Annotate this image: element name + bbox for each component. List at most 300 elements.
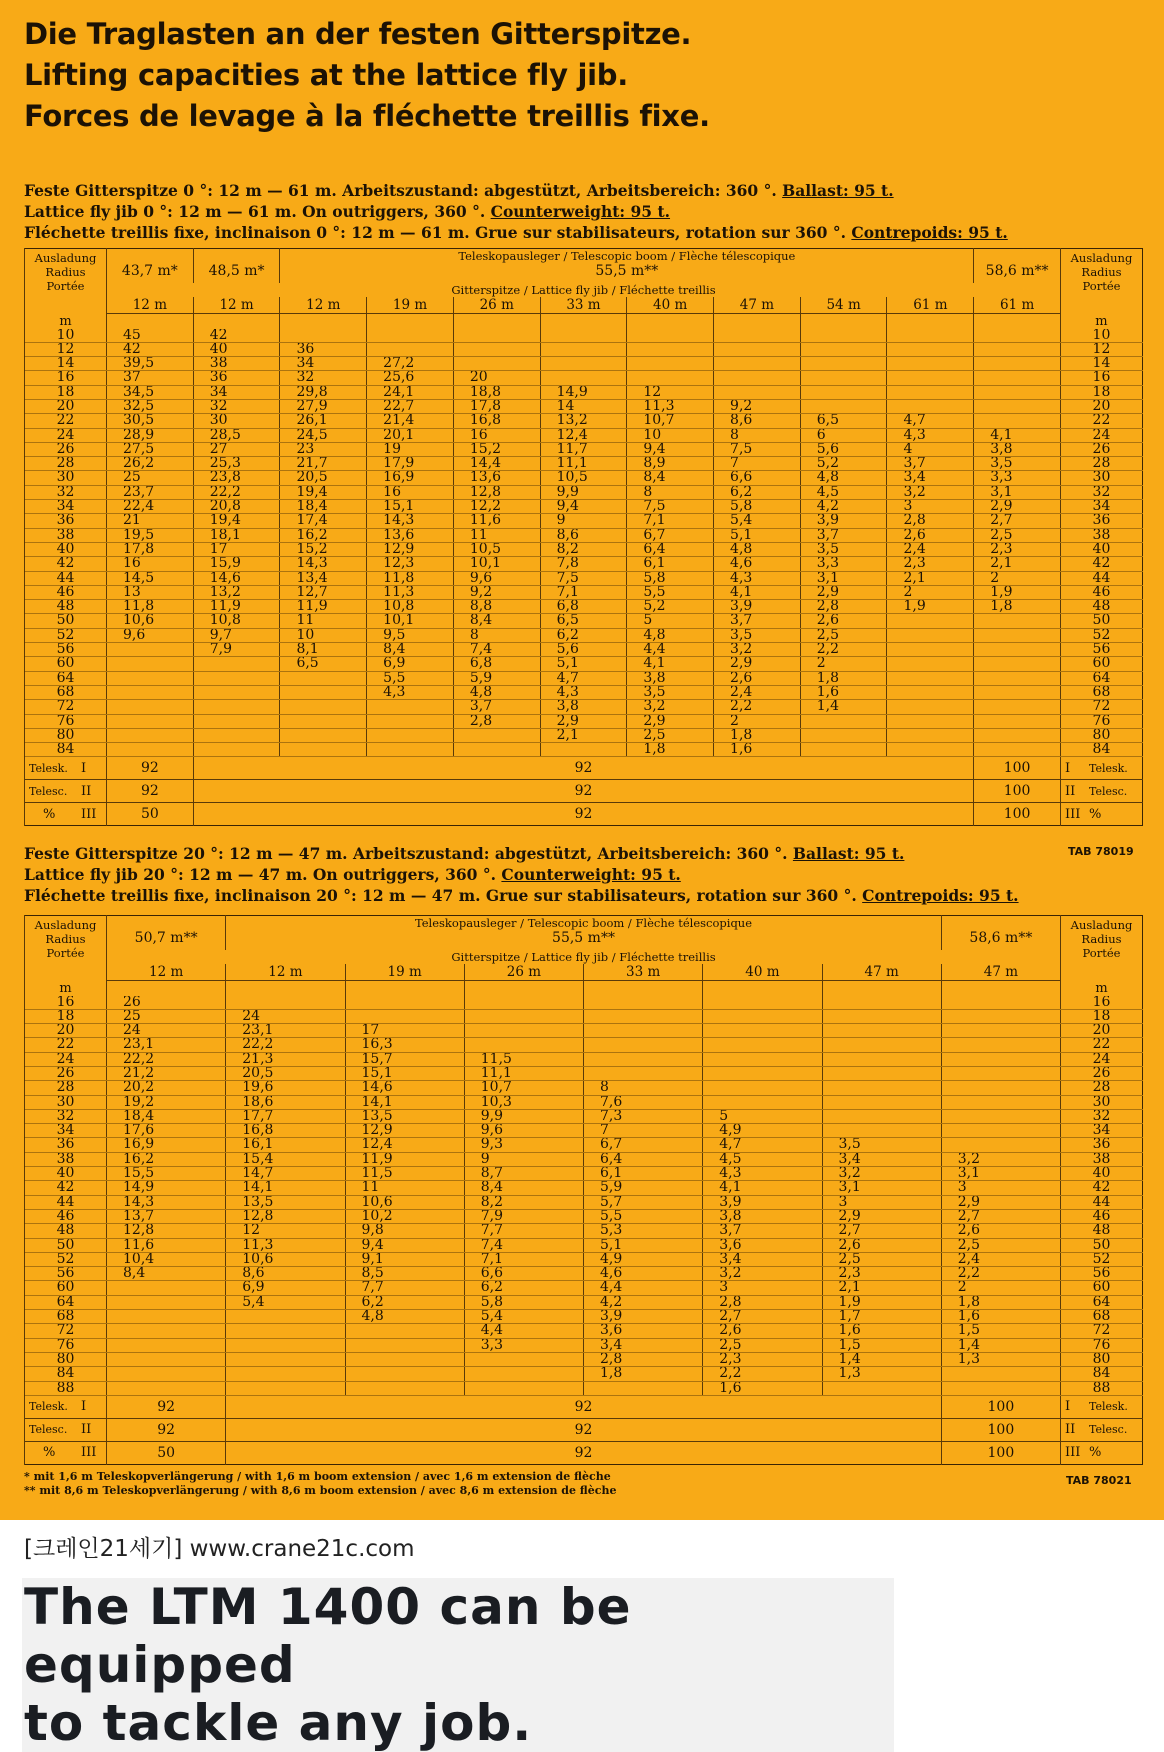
capacity-cell: 4,3	[714, 571, 801, 585]
capacity-cell: 3,1	[822, 1181, 941, 1195]
radius-cell: 14	[25, 357, 107, 371]
capacity-cell	[107, 1338, 226, 1352]
capacity-cell: 5,4	[714, 514, 801, 528]
radius-cell: 24	[25, 1052, 107, 1066]
unit-spacer	[453, 314, 540, 329]
capacity-cell: 19	[367, 442, 454, 456]
capacity-cell	[941, 1095, 1060, 1109]
capacity-cell	[584, 1052, 703, 1066]
boom-length-2	[941, 916, 1060, 951]
capacity-cell: 5,1	[714, 528, 801, 542]
capacity-cell: 9,5	[367, 628, 454, 642]
capacity-cell: 6,9	[226, 1281, 345, 1295]
capacity-cell	[800, 399, 887, 413]
capacity-cell: 27,2	[367, 357, 454, 371]
capacity-cell: 20,2	[107, 1081, 226, 1095]
table-row	[25, 1152, 1143, 1166]
radius-cell: 30	[25, 1095, 107, 1109]
capacity-cell: 5,8	[464, 1295, 583, 1309]
tagline-line-2: to tackle any job.	[24, 1694, 533, 1752]
capacity-cell	[367, 342, 454, 356]
capacity-cell: 14,3	[107, 1195, 226, 1209]
spec-weight: Contrepoids: 95 t.	[862, 886, 1019, 905]
capacity-cell	[627, 329, 714, 343]
capacity-cell	[280, 671, 367, 685]
tele-mode: I	[1064, 760, 1071, 776]
capacity-cell: 5,5	[367, 671, 454, 685]
radius-cell: 12	[1060, 342, 1142, 356]
boom-label: Teleskopausleger / Telescopic boom / Flèche télescopique	[458, 249, 796, 263]
capacity-cell: 4,1	[974, 428, 1061, 442]
capacity-cell	[703, 1081, 822, 1095]
capacity-cell: 29,8	[280, 385, 367, 399]
capacity-cell: 1,8	[941, 1295, 1060, 1309]
capacity-cell	[887, 671, 974, 685]
capacity-cell: 4,8	[627, 628, 714, 642]
capacity-cell: 10,3	[464, 1095, 583, 1109]
radius-label: Portée	[1082, 279, 1121, 293]
capacity-cell	[887, 614, 974, 628]
capacity-cell: 19,4	[280, 485, 367, 499]
table-row	[25, 1224, 1143, 1238]
radius-cell: 80	[25, 1352, 107, 1366]
table-row	[25, 728, 1143, 742]
boom-length-label: 48,5 m*	[208, 263, 265, 279]
capacity-cell: 7,5	[714, 442, 801, 456]
capacity-cell	[280, 714, 367, 728]
radius-cell: 26	[1060, 442, 1142, 456]
capacity-cell	[107, 1281, 226, 1295]
capacity-cell	[941, 1024, 1060, 1038]
spec-text: Lattice fly jib 20 °: 12 m — 47 m. On outriggers, 360 °.	[24, 865, 502, 884]
capacity-cell: 7,5	[540, 571, 627, 585]
radius-cell: 40	[1061, 1167, 1143, 1181]
tele-text: Telesc.	[1088, 784, 1128, 798]
radius-cell: 18	[1060, 385, 1142, 399]
tele-mode: I	[81, 1399, 87, 1415]
tele-text: Telesc.	[1089, 1423, 1128, 1437]
capacity-cell	[887, 329, 974, 343]
capacity-cell: 5,1	[540, 657, 627, 671]
tele-mode: II	[81, 783, 92, 799]
capacity-cell	[974, 657, 1061, 671]
capacity-cell: 14,1	[345, 1095, 464, 1109]
radius-cell: 30	[25, 471, 107, 485]
capacity-cell: 3,3	[464, 1338, 583, 1352]
unit-spacer	[464, 981, 583, 996]
capacity-cell: 21,7	[280, 457, 367, 471]
capacity-cell	[464, 1038, 583, 1052]
capacity-cell: 19,2	[107, 1095, 226, 1109]
radius-label: Ausladung	[1070, 251, 1133, 265]
table-row	[25, 1324, 1143, 1338]
capacity-cell: 17,6	[107, 1124, 226, 1138]
capacity-cell: 6,6	[464, 1267, 583, 1281]
capacity-cell: 8,4	[367, 643, 454, 657]
capacity-cell: 11,5	[345, 1167, 464, 1181]
spacer	[974, 249, 1060, 263]
capacity-cell	[974, 385, 1061, 399]
capacity-cell	[703, 1052, 822, 1066]
capacity-cell: 3,2	[703, 1267, 822, 1281]
capacity-cell	[941, 1367, 1060, 1381]
capacity-cell: 10,4	[107, 1252, 226, 1266]
capacity-cell: 9,6	[464, 1124, 583, 1138]
capacity-cell: 21	[107, 514, 194, 528]
capacity-cell: 12,7	[280, 585, 367, 599]
capacity-cell: 39,5	[107, 357, 194, 371]
tele-value: 100	[941, 1395, 1060, 1418]
capacity-cell: 10,6	[226, 1252, 345, 1266]
table-row	[25, 628, 1143, 642]
capacity-cell: 4,7	[540, 671, 627, 685]
capacity-cell: 10,6	[107, 614, 194, 628]
capacity-cell: 45	[107, 329, 194, 343]
capacity-cell: 11	[280, 614, 367, 628]
capacity-cell	[107, 1381, 226, 1395]
capacity-cell: 11,8	[107, 600, 194, 614]
capacity-cell: 2	[887, 585, 974, 599]
unit-label: m	[25, 314, 107, 329]
radius-cell: 72	[1061, 1324, 1143, 1338]
boom-length-label: 50,7 m**	[134, 930, 198, 946]
radius-label: Radius	[45, 932, 86, 946]
capacity-cell	[941, 1081, 1060, 1095]
capacity-cell	[800, 329, 887, 343]
table-row	[25, 414, 1143, 428]
capacity-cell	[584, 1009, 703, 1023]
jib-length: 47 m	[714, 297, 801, 314]
spacer	[194, 249, 280, 263]
capacity-cell	[226, 1367, 345, 1381]
capacity-cell: 15,2	[453, 442, 540, 456]
table-code-2: TAB 78021	[1066, 1474, 1132, 1487]
capacity-cell	[464, 1024, 583, 1038]
tele-label	[25, 757, 107, 780]
capacity-cell: 2,9	[540, 714, 627, 728]
capacity-cell	[107, 1324, 226, 1338]
capacity-cell: 3,5	[627, 685, 714, 699]
capacity-cell: 24	[226, 1009, 345, 1023]
radius-label: Radius	[1081, 932, 1122, 946]
radius-cell: 50	[1061, 1238, 1143, 1252]
capacity-cell	[941, 1138, 1060, 1152]
capacity-cell: 14,9	[107, 1181, 226, 1195]
capacity-cell: 24,5	[280, 428, 367, 442]
capacity-cell: 1,9	[822, 1295, 941, 1309]
capacity-cell: 1,6	[941, 1310, 1060, 1324]
capacity-cell: 4,3	[887, 428, 974, 442]
capacity-cell	[974, 728, 1061, 742]
radius-cell: 84	[25, 743, 107, 757]
capacity-cell: 3,7	[887, 457, 974, 471]
capacity-cell	[800, 728, 887, 742]
radius-label: Radius	[45, 265, 86, 279]
capacity-cell	[703, 1066, 822, 1080]
capacity-cell: 7,1	[540, 585, 627, 599]
capacity-cell: 12	[226, 1224, 345, 1238]
unit-spacer	[941, 981, 1060, 996]
capacity-cell: 27,5	[107, 442, 194, 456]
spacer	[942, 916, 1060, 930]
radius-cell: 60	[1061, 1281, 1143, 1295]
capacity-cell: 6,2	[540, 628, 627, 642]
capacity-cell	[887, 385, 974, 399]
tele-text: Telesk.	[29, 1400, 68, 1414]
capacity-cell: 11,9	[280, 600, 367, 614]
capacity-cell	[974, 671, 1061, 685]
capacity-cell: 1,6	[703, 1381, 822, 1395]
jib-length: 40 m	[703, 964, 822, 981]
radius-label: Portée	[1082, 946, 1121, 960]
capacity-cell: 20	[453, 371, 540, 385]
capacity-cell: 14,5	[107, 571, 194, 585]
spec-weight: Counterweight: 95 t.	[501, 865, 681, 884]
capacity-cell: 3	[941, 1181, 1060, 1195]
telescoping-row	[25, 757, 1143, 780]
header-row-jib-lengths	[25, 297, 1143, 314]
capacity-cell	[887, 371, 974, 385]
radius-cell: 42	[25, 1181, 107, 1195]
radius-cell: 38	[25, 528, 107, 542]
radius-cell: 72	[1060, 700, 1142, 714]
capacity-cell: 6,4	[584, 1152, 703, 1166]
unit-label: m	[1060, 314, 1142, 329]
table-row	[25, 1009, 1143, 1023]
capacity-cell: 26,2	[107, 457, 194, 471]
capacity-cell: 1,6	[800, 685, 887, 699]
capacity-cell: 2,2	[800, 643, 887, 657]
capacity-cell: 2,8	[887, 514, 974, 528]
capacity-cell: 5,6	[540, 643, 627, 657]
capacity-cell: 4,2	[800, 500, 887, 514]
capacity-cell: 4,9	[703, 1124, 822, 1138]
capacity-cell: 9,3	[464, 1138, 583, 1152]
capacity-cell: 2,6	[800, 614, 887, 628]
capacity-cell	[226, 1381, 345, 1395]
table-row	[25, 1181, 1143, 1195]
radius-cell: 28	[25, 457, 107, 471]
tele-value: 92	[226, 1395, 942, 1418]
radius-cell: 60	[25, 1281, 107, 1295]
capacity-cell: 10,8	[193, 614, 280, 628]
capacity-cell: 2,5	[627, 728, 714, 742]
capacity-cell	[887, 743, 974, 757]
capacity-cell: 16,3	[345, 1038, 464, 1052]
capacity-cell: 15,5	[107, 1167, 226, 1181]
jib-length: 12 m	[280, 297, 367, 314]
capacity-cell: 15,9	[193, 557, 280, 571]
radius-cell: 44	[25, 571, 107, 585]
capacity-cell: 14,6	[345, 1081, 464, 1095]
capacity-cell	[226, 1324, 345, 1338]
header-row-jib-lengths	[25, 964, 1143, 981]
radius-cell: 26	[25, 442, 107, 456]
table-row	[25, 557, 1143, 571]
jib-length: 33 m	[584, 964, 703, 981]
jib-length: 12 m	[107, 297, 194, 314]
capacity-cell	[453, 342, 540, 356]
capacity-cell: 6,8	[453, 657, 540, 671]
radius-cell: 18	[25, 1009, 107, 1023]
spec-0deg	[24, 180, 1008, 243]
radius-cell: 48	[1061, 1224, 1143, 1238]
capacity-cell: 1,5	[941, 1324, 1060, 1338]
capacity-cell: 7,4	[464, 1238, 583, 1252]
tele-value: 92	[107, 1395, 226, 1418]
capacity-cell: 9,4	[345, 1238, 464, 1252]
capacity-cell	[822, 1066, 941, 1080]
radius-cell: 30	[1061, 1095, 1143, 1109]
capacity-cell: 11,6	[453, 514, 540, 528]
capacity-cell: 13,2	[540, 414, 627, 428]
capacity-cell	[887, 657, 974, 671]
capacity-cell	[822, 1381, 941, 1395]
jib-length: 47 m	[822, 964, 941, 981]
table-row	[25, 542, 1143, 556]
table-row	[25, 1310, 1143, 1324]
capacity-cell: 3,2	[714, 643, 801, 657]
table-row	[25, 614, 1143, 628]
capacity-cell: 7,1	[627, 514, 714, 528]
unit-spacer	[974, 314, 1061, 329]
capacity-cell: 2,5	[974, 528, 1061, 542]
headline-de: Die Traglasten an der festen Gitterspitze.	[24, 17, 692, 51]
capacity-cell: 3,8	[974, 442, 1061, 456]
capacity-cell	[464, 1367, 583, 1381]
capacity-cell: 1,7	[822, 1310, 941, 1324]
capacity-cell: 19,4	[193, 514, 280, 528]
capacity-cell: 8,4	[453, 614, 540, 628]
capacity-cell: 27	[193, 442, 280, 456]
capacity-cell	[345, 1367, 464, 1381]
capacity-cell: 28,5	[193, 428, 280, 442]
capacity-cell: 14,4	[453, 457, 540, 471]
capacity-cell: 2,9	[800, 585, 887, 599]
radius-cell: 26	[1061, 1066, 1143, 1080]
radius-cell: 64	[25, 1295, 107, 1309]
tele-label	[25, 780, 107, 803]
capacity-cell	[107, 700, 194, 714]
capacity-cell: 2,2	[714, 700, 801, 714]
capacity-cell	[887, 700, 974, 714]
radius-cell: 80	[1061, 1352, 1143, 1366]
table-row	[25, 342, 1143, 356]
capacity-cell	[453, 728, 540, 742]
table-row	[25, 1052, 1143, 1066]
capacity-cell: 34	[193, 385, 280, 399]
capacity-cell: 34,5	[107, 385, 194, 399]
capacity-cell: 13,5	[345, 1109, 464, 1123]
capacity-cell	[887, 357, 974, 371]
capacity-cell	[974, 329, 1061, 343]
capacity-cell	[540, 743, 627, 757]
radius-cell: 42	[1061, 1181, 1143, 1195]
table-row	[25, 1124, 1143, 1138]
capacity-cell: 13,5	[226, 1195, 345, 1209]
radius-cell: 50	[25, 614, 107, 628]
capacity-cell: 4,8	[714, 542, 801, 556]
capacity-cell: 11,9	[193, 600, 280, 614]
capacity-cell: 7,3	[584, 1109, 703, 1123]
radius-cell: 52	[25, 1252, 107, 1266]
boom-length-1	[226, 916, 942, 951]
capacity-cell	[822, 1024, 941, 1038]
radius-cell: 10	[1060, 329, 1142, 343]
radius-cell: 50	[25, 1238, 107, 1252]
capacity-cell	[800, 357, 887, 371]
jib-label-cell	[107, 283, 1061, 297]
capacity-cell	[584, 1066, 703, 1080]
capacity-cell: 17,4	[280, 514, 367, 528]
jib-length: 61 m	[887, 297, 974, 314]
tele-label-right	[1061, 1418, 1143, 1441]
capacity-cell: 11,6	[107, 1238, 226, 1252]
boom-length-label: 58,6 m**	[985, 263, 1049, 279]
radius-cell: 26	[25, 1066, 107, 1080]
capacity-cell: 6,2	[464, 1281, 583, 1295]
radius-header-right	[1060, 249, 1142, 314]
capacity-cell: 6,1	[627, 557, 714, 571]
tele-value: 92	[193, 757, 974, 780]
unit-label: m	[25, 981, 107, 996]
table-row	[25, 442, 1143, 456]
unit-spacer	[822, 981, 941, 996]
jib-length: 61 m	[974, 297, 1061, 314]
table-row	[25, 1281, 1143, 1295]
capacity-cell: 9,4	[540, 500, 627, 514]
radius-cell: 40	[25, 542, 107, 556]
table-row	[25, 428, 1143, 442]
capacity-cell: 2,8	[703, 1295, 822, 1309]
capacity-cell: 7	[714, 457, 801, 471]
capacity-cell: 2,4	[714, 685, 801, 699]
capacity-cell: 28,9	[107, 428, 194, 442]
capacity-cell: 16,9	[107, 1138, 226, 1152]
capacity-cell: 2,1	[540, 728, 627, 742]
capacity-cell	[703, 1024, 822, 1038]
tele-mode: II	[81, 1422, 92, 1438]
capacity-cell: 7,9	[464, 1209, 583, 1223]
radius-cell: 76	[1061, 1338, 1143, 1352]
radius-cell: 36	[25, 514, 107, 528]
capacity-cell: 2,6	[714, 671, 801, 685]
capacity-cell: 19,6	[226, 1081, 345, 1095]
capacity-cell: 6,7	[584, 1138, 703, 1152]
radius-cell: 42	[25, 557, 107, 571]
tele-mode: III	[81, 806, 97, 822]
spec-0deg-en	[24, 201, 1008, 222]
radius-header-left	[25, 916, 107, 981]
capacity-cell	[941, 996, 1060, 1010]
capacity-cell: 11,5	[464, 1052, 583, 1066]
tele-value: 50	[107, 803, 194, 826]
capacity-cell: 2,1	[822, 1281, 941, 1295]
capacity-cell: 9,6	[107, 628, 194, 642]
capacity-cell: 8,4	[107, 1267, 226, 1281]
table-row	[25, 1352, 1143, 1366]
capacity-cell	[974, 371, 1061, 385]
radius-cell: 48	[25, 600, 107, 614]
capacity-cell: 6	[800, 428, 887, 442]
capacity-cell: 16,8	[226, 1124, 345, 1138]
capacity-cell	[464, 1009, 583, 1023]
capacity-cell: 20,1	[367, 428, 454, 442]
jib-length: 33 m	[540, 297, 627, 314]
radius-cell: 48	[25, 1224, 107, 1238]
footnote-2: ** mit 8,6 m Teleskopverlängerung / with 8,6 m boom extension / avec 8,6 m extension de flèche	[24, 1484, 617, 1497]
capacity-cell	[584, 996, 703, 1010]
